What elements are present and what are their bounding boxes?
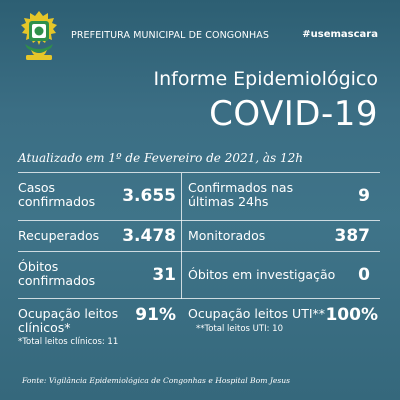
deaths-confirmed-value: 31 [152, 265, 176, 285]
stats-row [18, 299, 380, 354]
header [0, 0, 400, 70]
icu-beds-value: 100% [325, 305, 378, 325]
confirmed-cases-value: 3.655 [122, 186, 176, 206]
icu-beds-footnote: **Total leitos UTI: 10 [196, 324, 283, 334]
report-subject: COVID-19 [209, 94, 378, 134]
hashtag: #usemascara [302, 29, 378, 40]
stats-row [18, 252, 380, 299]
confirmed-24h-label: Confirmados nas últimas 24hs [188, 180, 294, 209]
recovered-label: Recuperados [18, 228, 100, 243]
source-note: Fonte: Vigilância Epidemiológica de Congonhas e Hospital Bom Jesus [22, 376, 291, 385]
clinical-beds-label: Ocupação leitos clínicos* [18, 306, 119, 335]
report-title: Informe Epidemiológico [153, 68, 378, 90]
stats-row [18, 173, 380, 221]
stats-grid [18, 172, 380, 353]
municipality-name: PREFEITURA MUNICIPAL DE CONGONHAS [71, 30, 269, 41]
deaths-investigation-value: 0 [358, 265, 370, 285]
monitored-value: 387 [334, 226, 370, 246]
clinical-beds-value: 91% [135, 305, 176, 325]
confirmed-cases-label: Casos confirmados [18, 180, 96, 209]
clinical-beds-footnote: *Total leitos clínicos: 11 [18, 337, 119, 347]
title-block [154, 68, 379, 134]
updated-timestamp: Atualizado em 1º de Fevereiro de 2021, às 12h [18, 151, 304, 165]
deaths-confirmed-label: Óbitos confirmados [18, 259, 96, 288]
monitored-label: Monitorados [188, 228, 266, 243]
recovered-value: 3.478 [122, 226, 176, 246]
stats-row [18, 221, 380, 252]
coat-of-arms-icon [17, 10, 61, 62]
deaths-investigation-label: Óbitos em investigação [188, 267, 336, 282]
icu-beds-label: Ocupação leitos UTI** [188, 306, 326, 321]
confirmed-24h-value: 9 [358, 186, 370, 206]
